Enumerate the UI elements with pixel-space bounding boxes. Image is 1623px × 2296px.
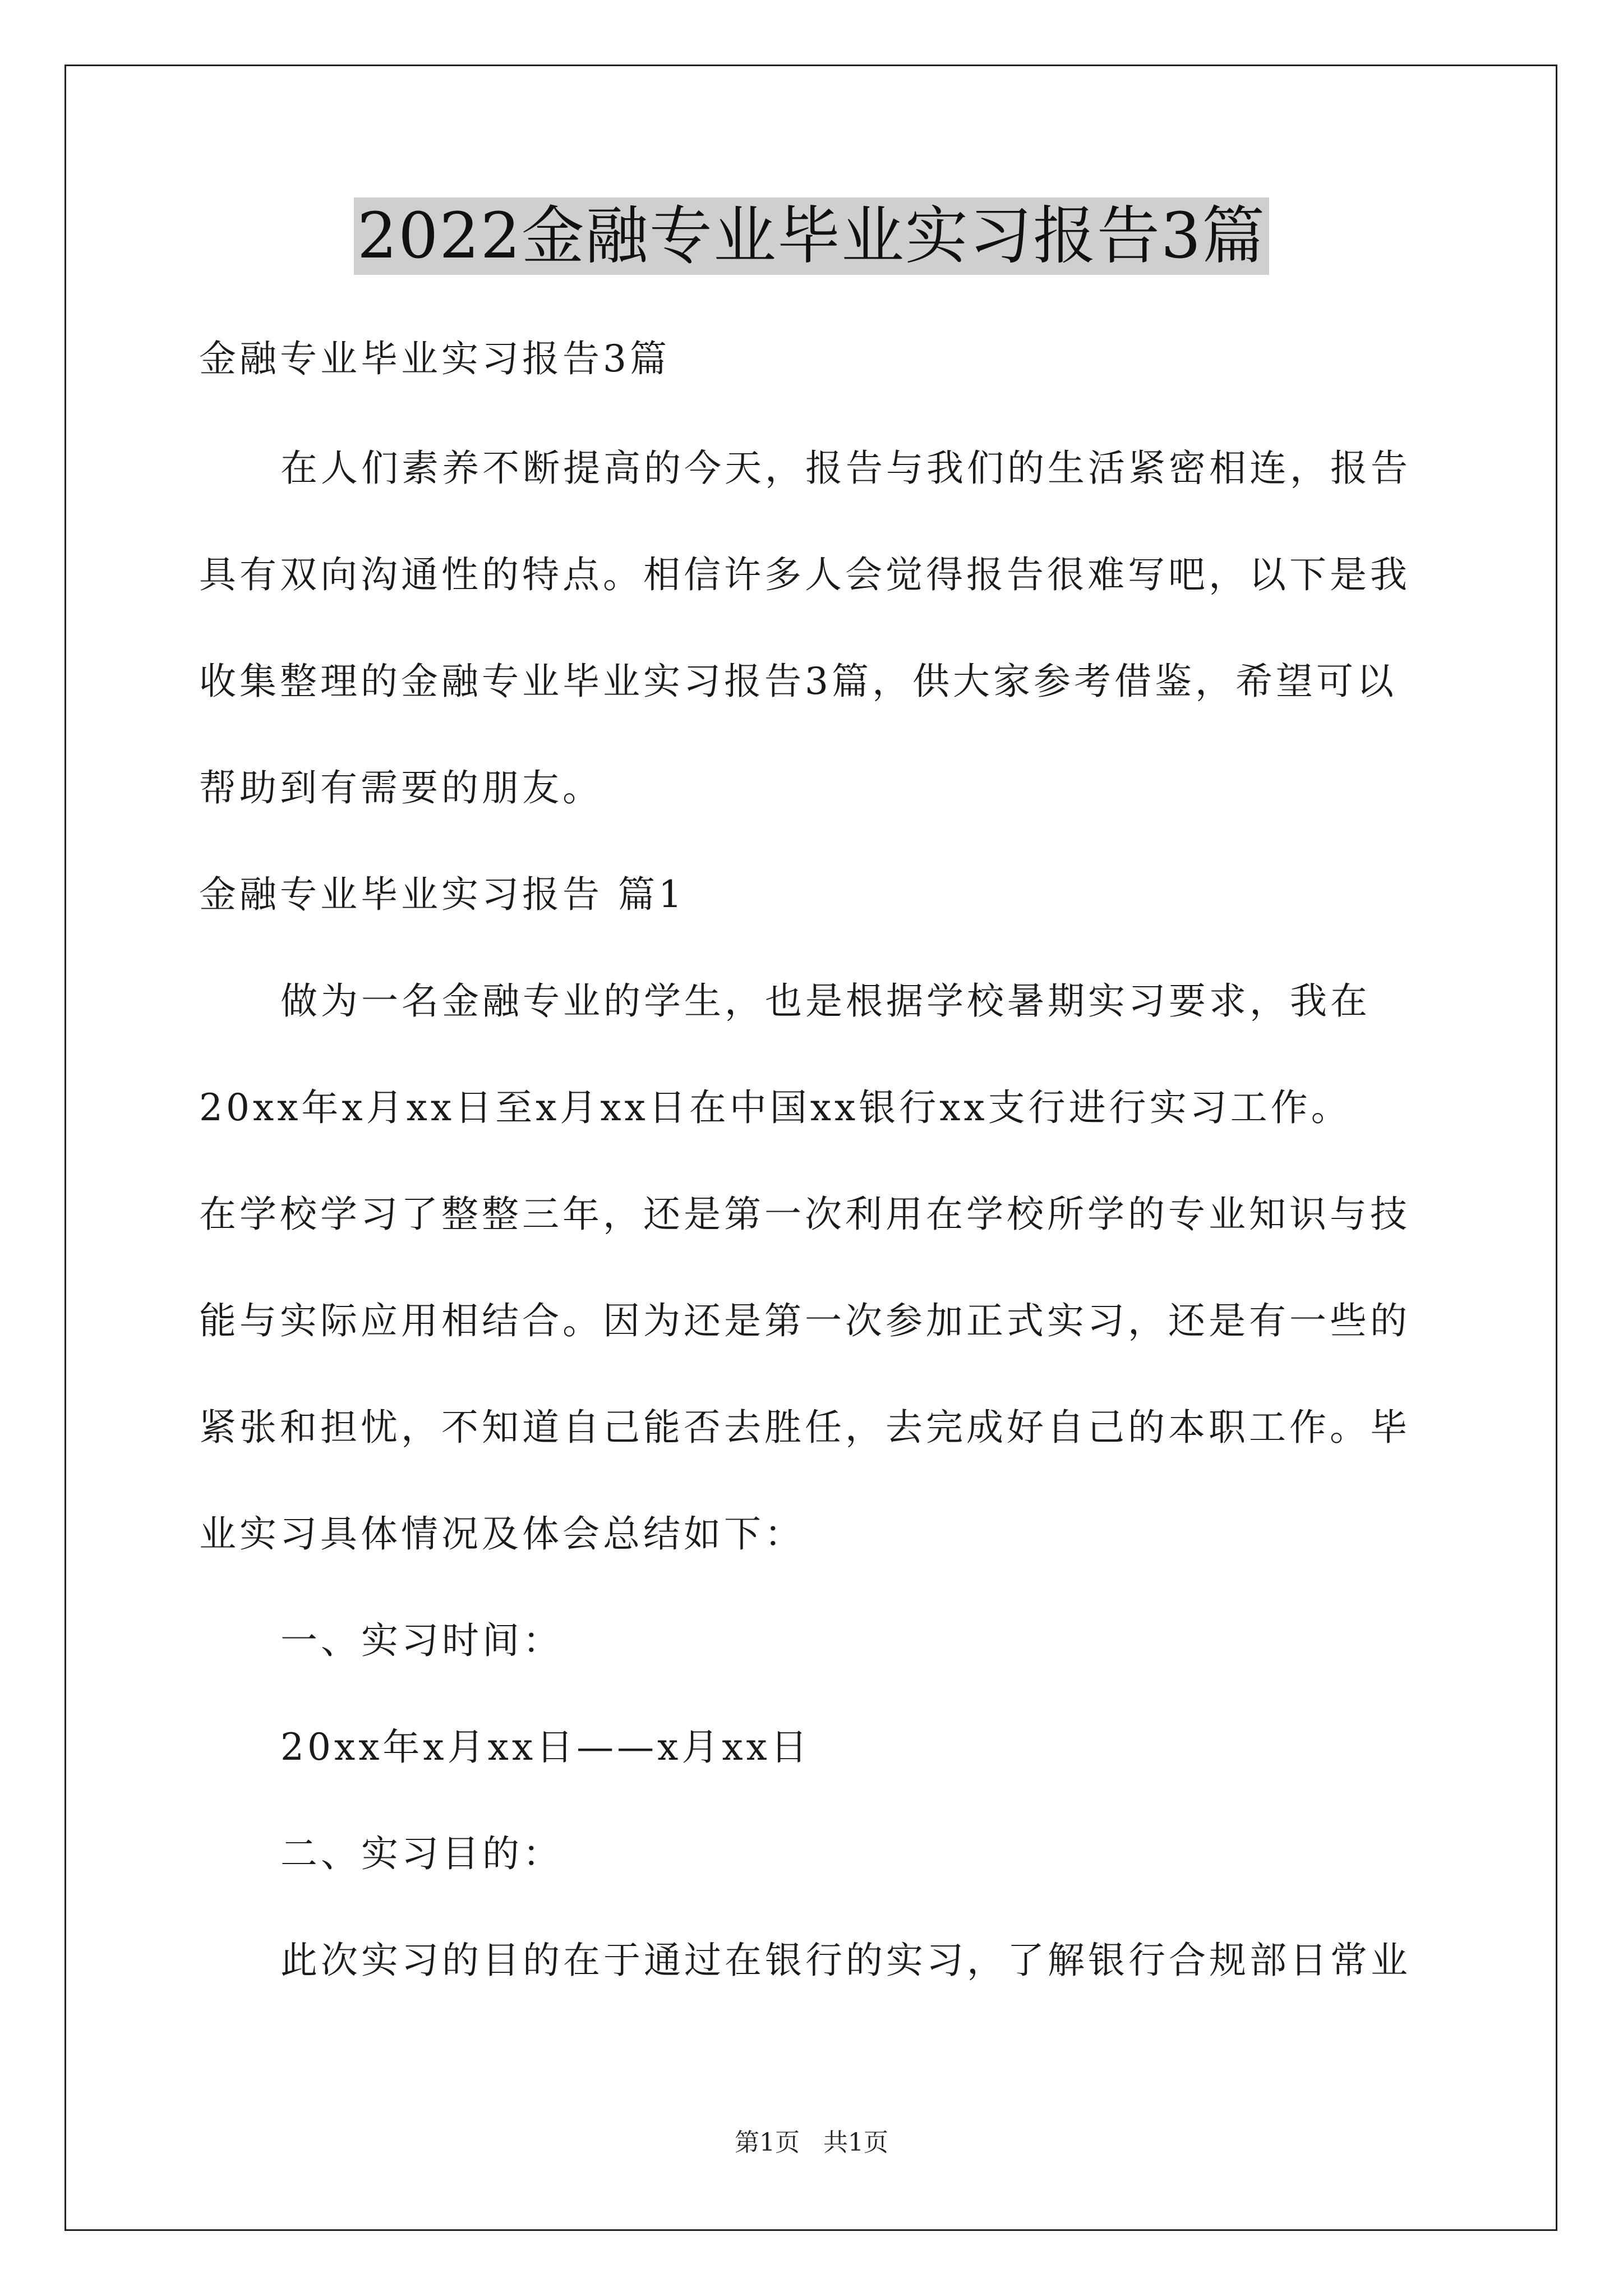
paragraph-line: 业实习具体情况及体会总结如下： — [199, 1512, 805, 1556]
doc-subtitle: 金融专业毕业实习报告3篇 — [199, 337, 670, 380]
document-title: 2022金融专业毕业实习报告3篇 — [354, 197, 1269, 275]
title-container — [0, 197, 1623, 275]
paragraph-line: 20xx年x月xx日至x月xx日在中国xx银行xx支行进行实习工作。 — [199, 1086, 1352, 1129]
date-range: 20xx年x月xx日——x月xx日 — [280, 1726, 811, 1769]
paragraph-line: 具有双向沟通性的特点。相信许多人会觉得报告很难写吧，以下是我 — [199, 553, 1410, 596]
paragraph-line: 帮助到有需要的朋友。 — [199, 766, 603, 809]
paragraph-line: 在学校学习了整整三年，还是第一次利用在学校所学的专业知识与技 — [199, 1193, 1410, 1236]
list-heading-time: 一、实习时间： — [280, 1619, 563, 1662]
list-heading-purpose: 二、实习目的： — [280, 1832, 563, 1875]
paragraph-line: 能与实际应用相结合。因为还是第一次参加正式实习，还是有一些的 — [199, 1299, 1410, 1342]
paragraph-line: 紧张和担忧，不知道自己能否去胜任，去完成好自己的本职工作。毕 — [199, 1406, 1410, 1449]
section-heading: 金融专业毕业实习报告 篇1 — [199, 873, 685, 916]
paragraph-line: 做为一名金融专业的学生，也是根据学校暑期实习要求，我在 — [280, 979, 1371, 1023]
paragraph-line: 收集整理的金融专业毕业实习报告3篇，供大家参考借鉴，希望可以 — [199, 660, 1397, 703]
page-footer: 第1页 共1页 — [735, 2128, 888, 2157]
paragraph-line: 此次实习的目的在于通过在银行的实习，了解银行合规部日常业 — [280, 1939, 1411, 1982]
paragraph-line: 在人们素养不断提高的今天，报告与我们的生活紧密相连，报告 — [280, 447, 1411, 490]
page-border — [64, 65, 1557, 2231]
